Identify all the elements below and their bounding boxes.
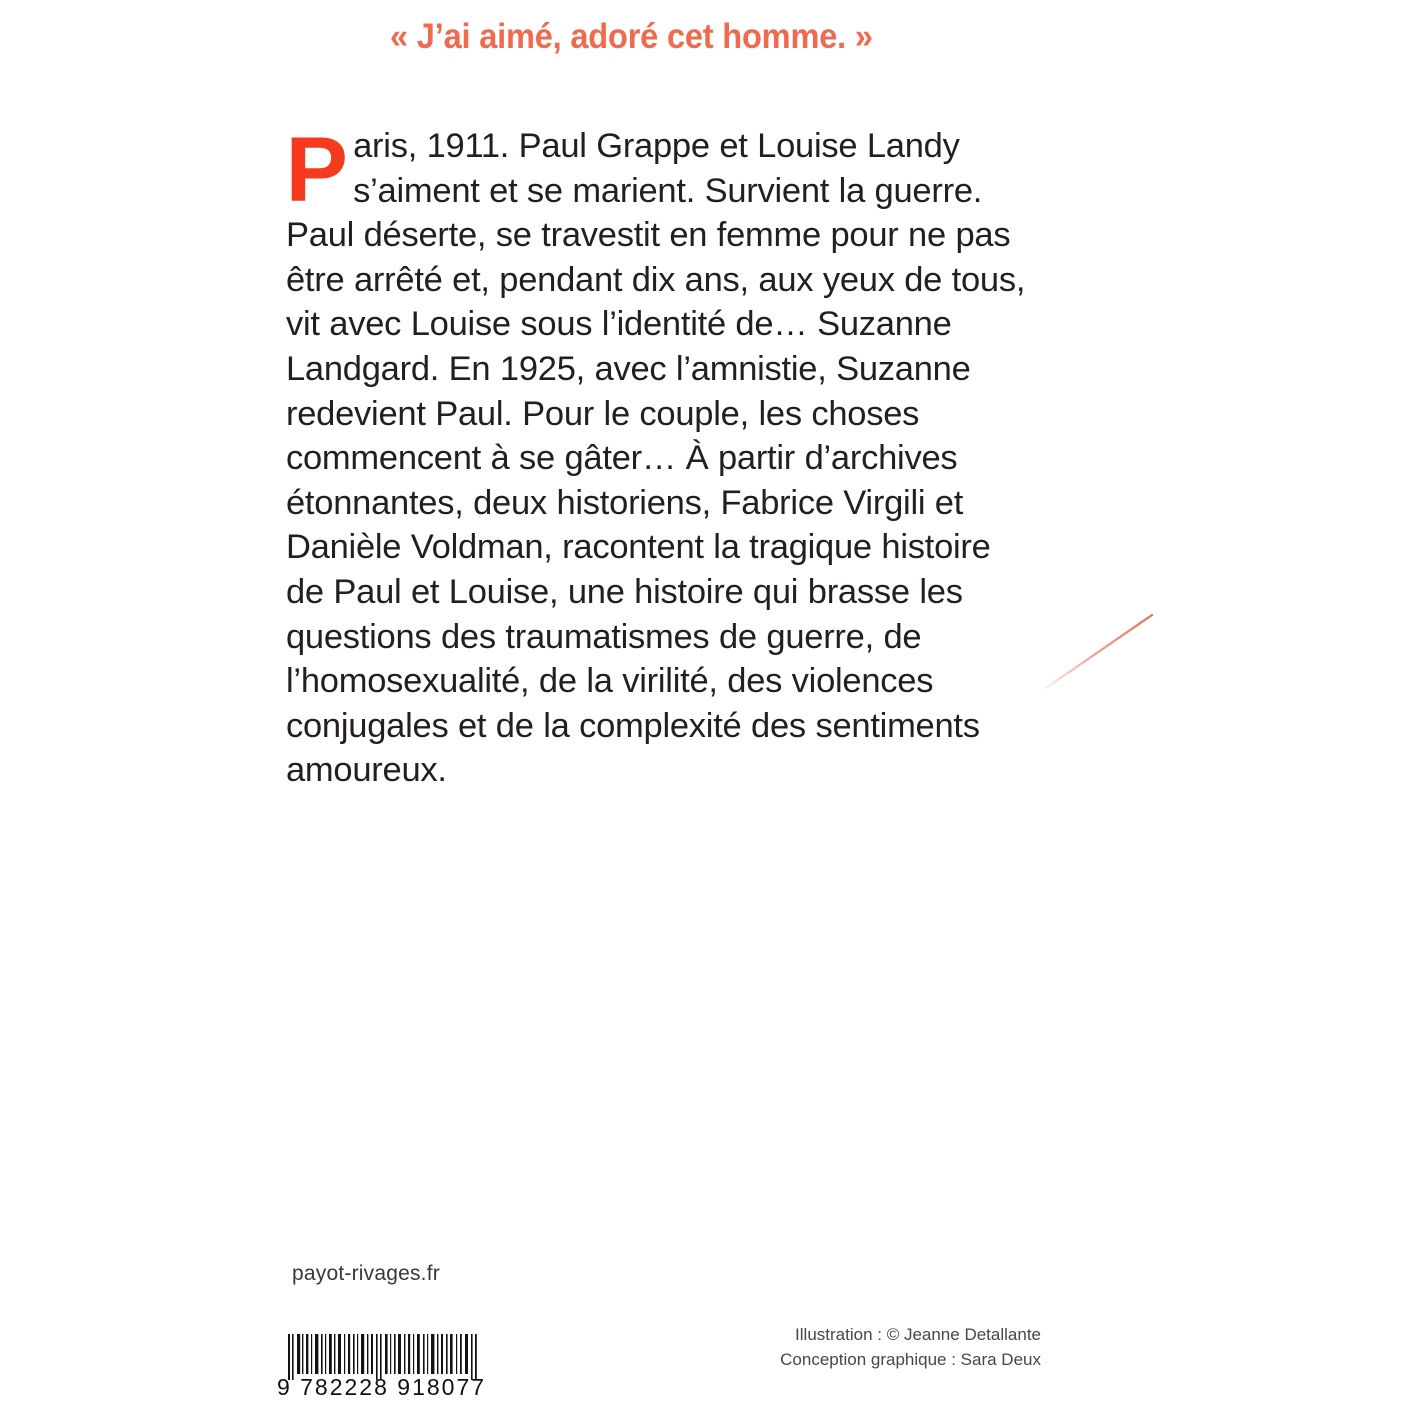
isbn-barcode bbox=[275, 1334, 488, 1400]
drop-cap-letter: P bbox=[285, 119, 348, 221]
credit-illustration: Illustration : © Jeanne Detallante bbox=[795, 1325, 1041, 1344]
headline-quote: « J’ai aimé, adoré cet homme. » bbox=[390, 17, 873, 56]
publisher-website-url[interactable]: payot-rivages.fr bbox=[292, 1262, 440, 1285]
credit-graphic-design: Conception graphique : Sara Deux bbox=[780, 1350, 1041, 1369]
decorative-hairline bbox=[1044, 612, 1156, 692]
blurb-paragraph bbox=[285, 119, 1034, 793]
blurb-text: aris, 1911. Paul Grappe et Louise Landy s’aiment et se marient. Survient la guerre. Paul déserte, se travestit en femme pour ne pas être arrêté et, pendant dix ans, aux yeux de tous, vit avec Louise sous l’identité de… Suzanne Landgard. En 1925, avec l’amnistie, Suzanne redevient Paul. Pour le couple, les choses commencent à se gâter… À partir d’archives étonnantes, deux historiens, Fabrice Virgili et Danièle Voldman, racontent la tragique histoire de Paul et Louise, une histoire qui brasse les questions des traumatismes de guerre, de l’homosexualité, de la virilité, des violences conjugales et de la complexité des sentiments amoureux. bbox=[286, 127, 1026, 790]
credits-block bbox=[780, 1322, 1041, 1372]
barcode-digits: 9 782228 918077 bbox=[276, 1374, 487, 1400]
